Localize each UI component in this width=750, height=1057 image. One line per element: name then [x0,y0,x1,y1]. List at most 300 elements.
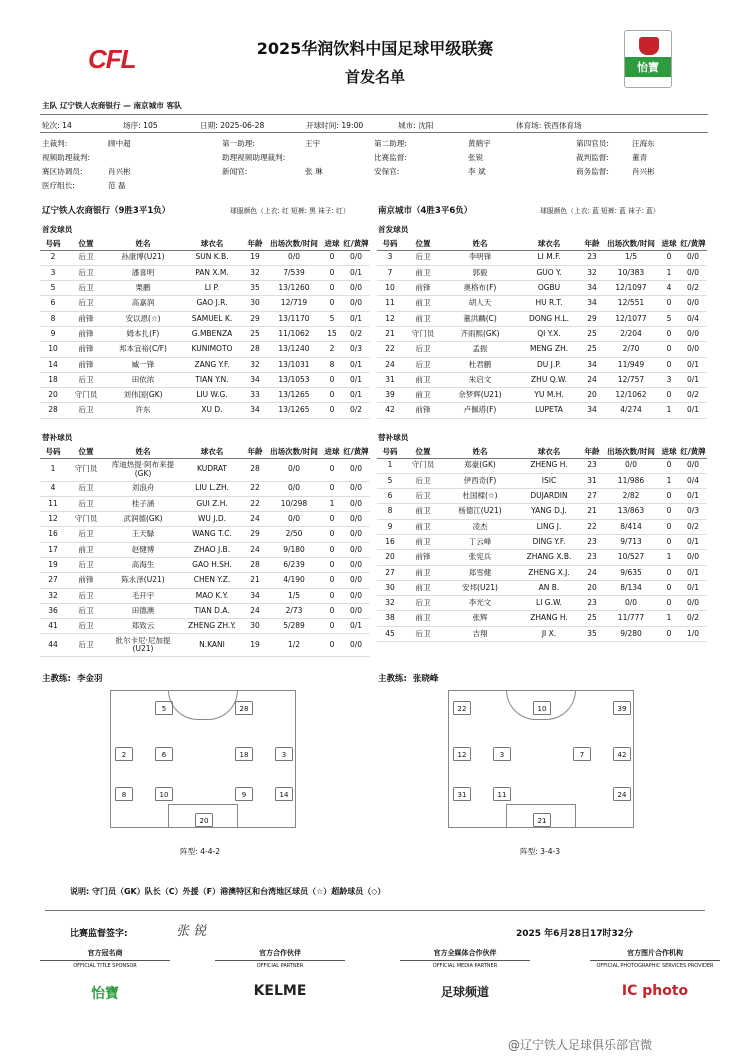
cell: 2/73 [266,603,322,618]
player-marker: 10 [533,701,551,715]
cell: LI P. [180,281,244,296]
table-row [40,573,370,588]
cell: 4/190 [266,573,322,588]
cell: 前锋 [66,326,106,341]
table-row [377,489,707,504]
column-header: 出场次数/时间 [603,446,659,458]
cell: 0/0 [342,527,370,542]
cell: 22 [244,481,266,496]
cell: 19 [40,557,66,572]
cell: 44 [40,634,66,657]
cell: 0/0 [679,250,707,265]
partner-logo: IC photo [621,983,689,999]
table-row [40,588,370,603]
cell: 1/2 [266,634,322,657]
official-value: 顾中超 [108,139,131,148]
cell: 13/1053 [266,372,322,387]
cell: 0 [322,619,342,634]
cell: PAN X.M. [180,265,244,280]
cell: 22 [244,496,266,511]
cell: 守门员 [66,512,106,527]
away-coach: 主教练: 张晓峰 [378,674,439,684]
cell: 0/0 [679,296,707,311]
partner-logo: KELME [253,983,307,999]
official-value: 汪海东 [632,139,655,148]
table-row [40,265,370,280]
cell: WU J.D. [180,512,244,527]
cell: 16 [377,534,403,549]
table-row [40,311,370,326]
column-header: 姓名 [443,238,517,250]
table-row [377,265,707,280]
cell: 0/1 [679,357,707,372]
cell: GAO H.SH. [180,557,244,572]
cell: 郑雪健 [443,565,517,580]
cell: 28 [40,403,66,418]
table-row [377,596,707,611]
cell: 19 [244,250,266,265]
column-header: 红/黄牌 [342,446,370,458]
cell: 0/0 [266,458,322,481]
cell: GAO J.R. [180,296,244,311]
cell: 21 [581,504,603,519]
cell: 36 [40,603,66,618]
official-label: 新闻官: [222,167,248,176]
cell: 守门员 [66,388,106,403]
column-header: 年龄 [581,238,603,250]
table-row [40,281,370,296]
cell: 4/274 [603,403,659,418]
cell: DUJARDIN [517,489,581,504]
cell: 丁云峰 [443,534,517,549]
cell: KUDRAT [180,458,244,481]
cell: 38 [377,611,403,626]
cell: 前卫 [403,611,443,626]
official-value: 李 斌 [468,167,486,176]
cell: 0 [659,458,679,473]
city: 城市: 沈阳 [398,121,434,130]
cell: 27 [377,565,403,580]
cell: 4 [659,281,679,296]
cell: 31 [377,372,403,387]
player-marker: 18 [235,747,253,761]
table-row [40,512,370,527]
column-header: 进球 [659,238,679,250]
cell: 34 [244,588,266,603]
cell: 杜国樑(☆) [443,489,517,504]
cell: 12/1062 [603,388,659,403]
cell: 2/50 [266,527,322,542]
column-header: 年龄 [244,238,266,250]
cell: 11 [40,496,66,511]
cell: 7 [377,265,403,280]
away-starters-label: 首发球员 [378,225,409,234]
home-subs-table [40,446,370,657]
cell: 0 [322,403,342,418]
home-subs-label: 替补球员 [42,433,73,442]
cell: N.KANI [180,634,244,657]
cell: 0 [659,519,679,534]
cell: 34 [244,372,266,387]
partner-1: 官方合作伙伴 OFFICIAL PARTNER KELME [215,948,345,999]
home-formation-pitch [110,690,296,828]
cell: 1/0 [679,626,707,641]
cell: 凌杰 [443,519,517,534]
cell: 24 [377,357,403,372]
cell: 郑豪(GK) [443,458,517,473]
column-header: 进球 [322,238,342,250]
cell: 25 [581,342,603,357]
cell: ZHAO J.B. [180,542,244,557]
cell: 6 [40,296,66,311]
official-label: 医疗组长: [42,181,75,190]
table-row [377,611,707,626]
cell: 24 [244,603,266,618]
cell: 11/949 [603,357,659,372]
player-marker: 3 [493,747,511,761]
cell: 12 [377,311,403,326]
cell: 13/1260 [266,281,322,296]
cell: 10/383 [603,265,659,280]
table-row [40,296,370,311]
column-header: 球衣名 [180,446,244,458]
round: 轮次: 14 [42,121,72,130]
cell: 0/0 [342,557,370,572]
column-header: 出场次数/时间 [603,238,659,250]
table-row [40,342,370,357]
cell: 0/1 [342,388,370,403]
cell: 后卫 [66,403,106,418]
cell: 0/0 [342,603,370,618]
cell: 8/134 [603,580,659,595]
cfl-logo: CFL [88,44,136,74]
home-starters-label: 首发球员 [42,225,73,234]
cell: 郑致云 [106,619,180,634]
table-row [40,527,370,542]
cell: 10/298 [266,496,322,511]
cell: 后卫 [66,281,106,296]
cell: 0 [322,634,342,657]
player-marker: 8 [115,787,133,801]
cell: 安以恩(☆) [106,311,180,326]
official-value: 肖兴彬 [108,167,131,176]
signature-label: 比赛监督签字: [70,929,128,939]
cell: 后卫 [66,588,106,603]
cell: 0/0 [679,326,707,341]
cell: 前卫 [403,504,443,519]
cell: 13/1265 [266,388,322,403]
cell: 35 [581,626,603,641]
cell: 22 [377,342,403,357]
cell: 10/527 [603,550,659,565]
cell: 5 [40,281,66,296]
column-header: 球衣名 [517,238,581,250]
column-header: 号码 [40,238,66,250]
cell: 34 [581,281,603,296]
cell: 21 [377,326,403,341]
table-row [377,580,707,595]
column-header: 年龄 [581,446,603,458]
cell: 前锋 [403,281,443,296]
cell: WANG T.C. [180,527,244,542]
cell: 0 [322,557,342,572]
cell: 0/1 [679,489,707,504]
cell: 奥格布(F) [443,281,517,296]
signature: 张 锐 [176,924,207,939]
cell: 守门员 [66,458,106,481]
cell: 8/414 [603,519,659,534]
cell: 后卫 [66,372,106,387]
table-row [377,504,707,519]
column-header: 号码 [377,238,403,250]
cell: 23 [581,596,603,611]
cell: 12/551 [603,296,659,311]
table-row [377,388,707,403]
cell: 30 [244,619,266,634]
cell: 17 [40,542,66,557]
cell: 高海生 [106,557,180,572]
official-label: 第一助理: [222,139,255,148]
cell: 0 [659,534,679,549]
cell: 9/635 [603,565,659,580]
official-label: 安保官: [374,167,400,176]
column-header: 出场次数/时间 [266,238,322,250]
cell: 0/1 [342,311,370,326]
cell: ZHU Q.W. [517,372,581,387]
away-team-name: 南京城市（4胜3平6负） [378,206,473,216]
cell: QI Y.X. [517,326,581,341]
cell: 35 [244,281,266,296]
player-marker: 12 [453,747,471,761]
player-marker: 6 [155,747,173,761]
cell: 31 [581,473,603,488]
table-row [40,403,370,418]
cell: 后卫 [66,496,106,511]
cell: 0/2 [342,403,370,418]
column-header: 号码 [40,446,66,458]
cell: MAO K.Y. [180,588,244,603]
cell: 后卫 [66,619,106,634]
home-kit: 球服颜色（上衣: 红 短裤: 黑 袜子: 红） [230,207,350,215]
cell: 0/4 [679,473,707,488]
column-header: 红/黄牌 [679,238,707,250]
legend: 说明: 守门员（GK）队长（C）外援（F）港澳特区和台湾地区球员（☆）超龄球员（◇） [70,887,386,896]
date: 日期: 2025-06-28 [200,121,265,130]
column-header: 红/黄牌 [342,238,370,250]
cell: 5 [377,473,403,488]
cell: 前卫 [403,534,443,549]
table-row [40,481,370,496]
cell: 0/0 [342,588,370,603]
table-row [377,534,707,549]
cell: 41 [40,619,66,634]
cell: 0/1 [679,565,707,580]
cell: ZHANG H. [517,611,581,626]
player-marker: 7 [573,747,591,761]
table-row [377,550,707,565]
sponsor-logo: 怡寶 [624,30,672,88]
table-row [40,250,370,265]
cell: 1 [322,496,342,511]
cell: 23 [581,550,603,565]
cell: 杨德江(U21) [443,504,517,519]
player-marker: 11 [493,787,511,801]
partner-logo: 足球频道 [440,985,489,999]
cell: 2 [322,342,342,357]
table-row [377,372,707,387]
column-header: 红/黄牌 [679,446,707,458]
page-title: 2025华润饮料中国足球甲级联赛 [256,39,494,58]
cell: 孙康博(U21) [106,250,180,265]
table-row [377,342,707,357]
cell: 前卫 [403,388,443,403]
cell: 董洪麟(C) [443,311,517,326]
cell: 0/0 [679,458,707,473]
cell: 后卫 [403,250,443,265]
cell: 0/4 [679,311,707,326]
cell: 吉翔 [443,626,517,641]
table-row [377,296,707,311]
cell: YU M.H. [517,388,581,403]
cell: 1/5 [266,588,322,603]
column-header: 位置 [66,446,106,458]
away-formation-pitch [448,690,634,828]
cell: 0 [322,265,342,280]
cell: 0/2 [679,388,707,403]
cell: 0 [659,342,679,357]
official-value: 肖兴彬 [632,167,655,176]
cell: 前卫 [403,372,443,387]
cell: 34 [581,296,603,311]
column-header: 位置 [403,446,443,458]
cell: 0/1 [342,265,370,280]
cell: 0/2 [342,326,370,341]
away-subs-label: 替补球员 [378,433,409,442]
home-starters-table [40,238,370,419]
cell: 24 [581,565,603,580]
cell: 伊西奇(F) [443,473,517,488]
cell: 批尔卡尼·尼加提(U21) [106,634,180,657]
cell: ZANG Y.F. [180,357,244,372]
player-marker: 39 [613,701,631,715]
cell: 田依浓 [106,372,180,387]
cell: 后卫 [403,489,443,504]
official-label: 视频助理裁判: [42,153,91,162]
cell: DONG H.L. [517,311,581,326]
cell: 11 [377,296,403,311]
player-marker: 5 [155,701,173,715]
column-header: 姓名 [443,446,517,458]
cell: 6 [377,489,403,504]
cell: 潘喜明 [106,265,180,280]
cell: LIU L.ZH. [180,481,244,496]
cell: 1 [377,458,403,473]
table-row [40,603,370,618]
cell: SUN K.B. [180,250,244,265]
cell: GUO Y. [517,265,581,280]
cell: 9 [377,519,403,534]
cell: 29 [244,527,266,542]
cell: 45 [377,626,403,641]
cell: 0/0 [342,458,370,481]
cell: 许东 [106,403,180,418]
official-label: 赛区协调员: [42,167,83,176]
column-header: 姓名 [106,446,180,458]
cell: 24 [244,512,266,527]
table-row [377,250,707,265]
cell: 张宪兵 [443,550,517,565]
cell: 4 [40,481,66,496]
cell: 前锋 [66,573,106,588]
player-marker: 10 [155,787,173,801]
signature-time: 2025 年6月28日17时32分 [516,929,634,939]
table-row [377,473,707,488]
player-marker: 24 [613,787,631,801]
cell: LING J. [517,519,581,534]
cell: 9/280 [603,626,659,641]
official-label: 助理视频助理裁判: [222,153,286,162]
cell: 刘浪舟 [106,481,180,496]
cell: 邦本宜裕(C/F) [106,342,180,357]
cell: 王天騄 [106,527,180,542]
cell: 0/0 [342,281,370,296]
home-coach: 主教练: 李金羽 [42,674,103,684]
cell: 32 [581,265,603,280]
cell: 0 [322,250,342,265]
table-row [377,626,707,641]
table-row [377,357,707,372]
cell: LI M.F. [517,250,581,265]
cell: 栗鹏 [106,281,180,296]
cell: 32 [244,265,266,280]
cell: 郭毅 [443,265,517,280]
cell: 2 [40,250,66,265]
cell: 8 [377,504,403,519]
column-header: 号码 [377,446,403,458]
cell: 27 [581,489,603,504]
cell: 9/180 [266,542,322,557]
cell: 12 [40,512,66,527]
cell: 20 [581,580,603,595]
column-header: 进球 [322,446,342,458]
partner-0: 官方冠名商 OFFICIAL TITLE SPONSOR 怡寶 [40,948,170,1003]
official-label: 第二助理: [374,139,407,148]
cell: 1 [659,611,679,626]
player-marker: 2 [115,747,133,761]
cell: 0 [322,603,342,618]
cell: 0/0 [266,250,322,265]
cell: 库迪热提·阿布来提(GK) [106,458,180,481]
cell: 后卫 [66,634,106,657]
partner-3: 官方图片合作机构 OFFICIAL PHOTOGRAPHIC SERVICES PROVIDER IC photo [590,948,720,999]
cell: 16 [40,527,66,542]
cell: 胡人天 [443,296,517,311]
cell: 30 [244,296,266,311]
cell: 0/0 [679,550,707,565]
official-label: 主裁判: [42,139,68,148]
column-header: 进球 [659,446,679,458]
cell: 23 [581,458,603,473]
player-marker: 9 [235,787,253,801]
cell: KUNIMOTO [180,342,244,357]
cell: ISIC [517,473,581,488]
official-value: 范 磊 [108,181,126,190]
cell: 0/1 [679,372,707,387]
cell: 0/0 [342,496,370,511]
cell: 1/5 [603,250,659,265]
player-marker: 42 [613,747,631,761]
cell: 0 [659,388,679,403]
